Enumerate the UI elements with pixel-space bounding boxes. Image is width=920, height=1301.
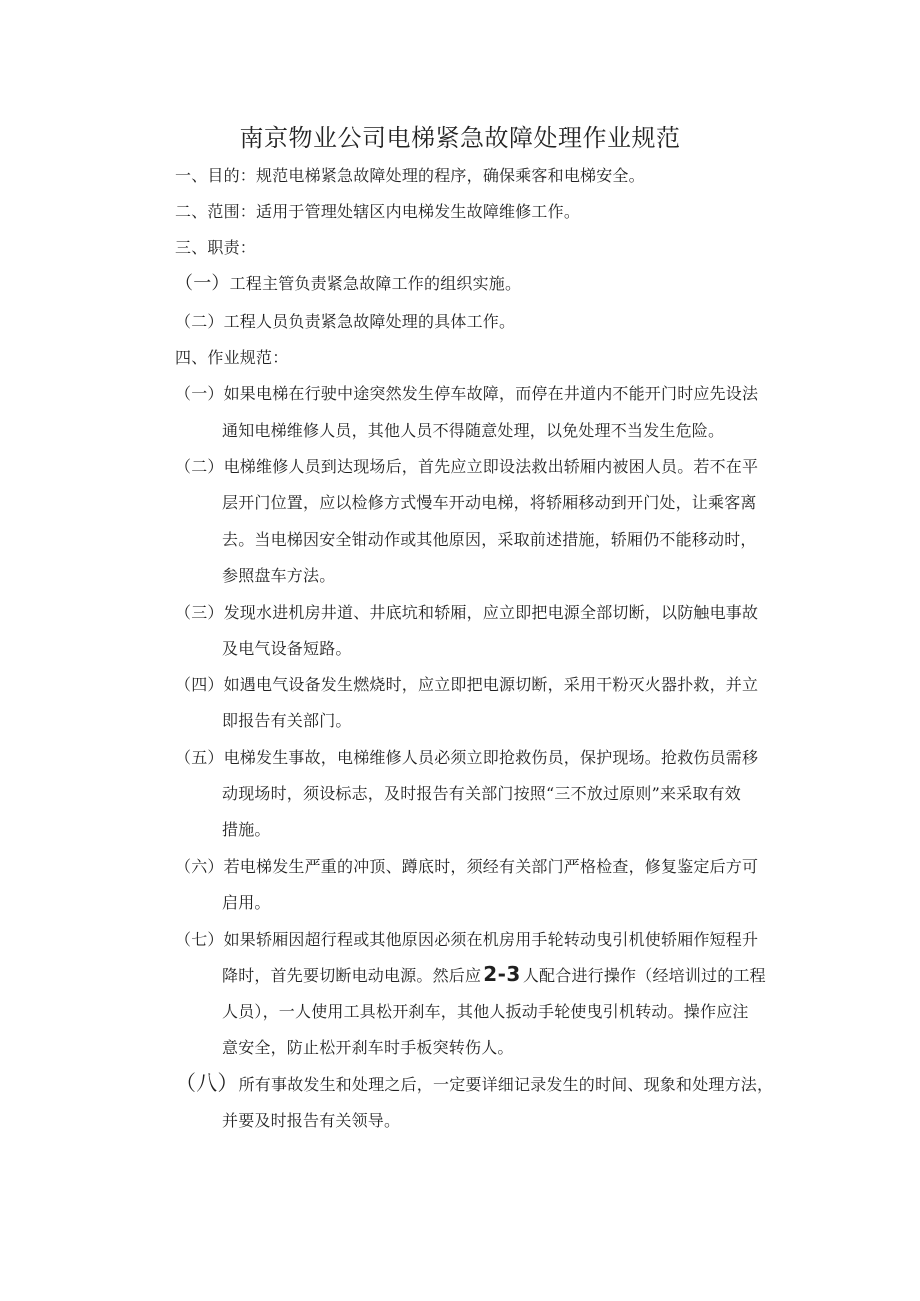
procedure-item-text: 所有事故发生和处理之后，一定要详细记录发生的时间、现象和处理方法， (238, 1075, 774, 1094)
procedure-item-text: 如果轿厢因超行程或其他原因必须在机房用手轮转动曳引机使轿厢作短程升 (223, 930, 759, 949)
procedure-item-line: 及电气设备短路。 (222, 639, 352, 658)
procedure-item-text: 如果电梯在行驶中途突然发生停车故障，而停在井道内不能开门时应先设法 (223, 384, 759, 403)
purpose-section (175, 165, 645, 187)
procedure-item-line: 启用。 (222, 893, 271, 912)
procedure-item-line (175, 856, 758, 878)
procedure-item-marker: （四） (175, 675, 224, 694)
procedure-item-text: 人配合进行操作（经培训过的工程 (522, 966, 766, 985)
procedure-item-line: 人员），一人使用工具松开刹车，其他人扳动手轮使曳引机转动。操作应注 (222, 1002, 749, 1021)
procedure-item-marker: （七） (175, 930, 224, 949)
procedure-item-line: 去。当电梯因安全钳动作或其他原因，采取前述措施，轿厢仍不能移动时， (222, 530, 757, 549)
procedure-item-line: 动现场时，须设标志，及时报告有关部门按照“三不放过原则”来采取有效 (222, 784, 741, 803)
purpose-marker: 一、目的： (175, 166, 257, 185)
scope-marker: 二、范围： (175, 202, 257, 221)
procedure-item-line (175, 1072, 773, 1096)
procedure-item-text: 如遇电气设备发生燃烧时，应立即把电源切断，采用干粉灭火器扑救，并立 (223, 675, 759, 694)
procedure-item-line: 意安全，防止松开刹车时手板突转伤人。 (222, 1038, 514, 1057)
procedure-item-line: 参照盘车方法。 (222, 566, 336, 585)
scope-text: 适用于管理处辖区内电梯发生故障维修工作。 (256, 202, 581, 221)
people-count: 2-3 (483, 962, 521, 986)
procedure-item-line (175, 674, 758, 696)
duty-item (175, 273, 521, 295)
duty-item (175, 311, 515, 333)
procedure-item-marker: （六） (175, 857, 224, 876)
procedure-item-marker: （一） (175, 384, 224, 403)
duty-item-text: 工程主管负责紧急故障工作的组织实施。 (229, 274, 522, 293)
procedure-item-text: 电梯发生事故，电梯维修人员必须立即抢救伤员，保护现场。抢救伤员需移 (223, 748, 759, 767)
document-title: 南京物业公司电梯紧急故障处理作业规范 (239, 124, 681, 152)
purpose-text: 规范电梯紧急故障处理的程序，确保乘客和电梯安全。 (256, 166, 645, 185)
procedure-item-line (222, 963, 766, 987)
procedure-item-line (175, 383, 758, 405)
duty-item-marker: （二） (175, 312, 224, 331)
procedure-item-line (175, 456, 758, 478)
procedure-item-text: 若电梯发生严重的冲顶、蹲底时，须经有关部门严格检查，修复鉴定后方可 (223, 857, 759, 876)
procedure-item-text: 降时，首先要切断电动电源。然后应 (222, 966, 482, 985)
duty-item-text: 工程人员负责紧急故障处理的具体工作。 (223, 312, 516, 331)
procedures-heading: 四、作业规范： (175, 348, 289, 367)
procedure-item-line: 措施。 (222, 820, 271, 839)
scope-section (175, 201, 580, 223)
procedure-item-line: 即报告有关部门。 (222, 711, 352, 730)
procedure-item-marker: （二） (175, 457, 224, 476)
procedure-item-line (175, 747, 758, 769)
duty-item-marker: （一） (175, 273, 230, 294)
procedure-item-line: 并要及时报告有关领导。 (222, 1111, 401, 1130)
procedure-item-line: 层开门位置，应以检修方式慢车开动电梯，将轿厢移动到开门处，让乘客离 (222, 493, 757, 512)
procedure-item-marker: （五） (175, 748, 224, 767)
duties-heading: 三、职责： (175, 238, 257, 257)
procedure-item-text: 发现水进机房井道、井底坑和轿厢，应立即把电源全部切断，以防触电事故 (223, 603, 759, 622)
procedure-item-marker: （八） (175, 1071, 239, 1095)
procedure-item-line (175, 929, 758, 951)
procedure-item-line (175, 602, 758, 624)
procedure-item-text: 电梯维修人员到达现场后，首先应立即设法救出轿厢内被困人员。若不在平 (223, 457, 759, 476)
procedure-item-marker: （三） (175, 603, 224, 622)
procedure-item-line: 通知电梯维修人员，其他人员不得随意处理，以免处理不当发生危险。 (222, 421, 725, 440)
